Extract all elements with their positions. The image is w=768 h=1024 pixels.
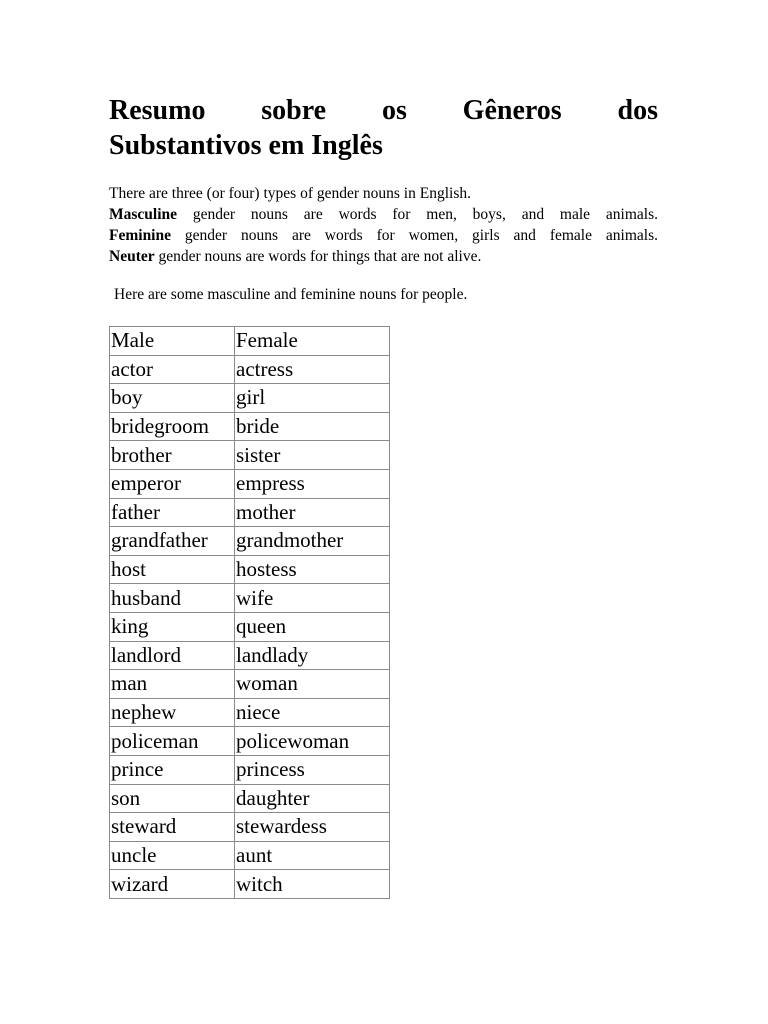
table-row	[110, 612, 390, 641]
title-word: dos	[617, 95, 658, 126]
feminine-definition	[109, 225, 658, 246]
male-noun-cell: actor	[110, 355, 235, 384]
male-noun-cell: landlord	[110, 641, 235, 670]
male-noun-cell: brother	[110, 441, 235, 470]
intro-sentence: There are three (or four) types of gender nouns in English.	[109, 185, 471, 202]
female-noun-cell: policewoman	[235, 727, 390, 756]
female-noun-cell: daughter	[235, 784, 390, 813]
intro-paragraph	[109, 183, 658, 267]
neuter-term: Neuter	[109, 248, 155, 265]
table-header-row	[110, 327, 390, 356]
female-noun-cell: hostess	[235, 555, 390, 584]
neuter-text: gender nouns are words for things that are not alive.	[154, 248, 482, 265]
table-row	[110, 755, 390, 784]
masculine-text: gender nouns are words for men, boys, and male animals.	[177, 206, 658, 223]
female-noun-cell: aunt	[235, 841, 390, 870]
header-male: Male	[110, 327, 235, 356]
male-noun-cell: bridegroom	[110, 412, 235, 441]
female-noun-cell: princess	[235, 755, 390, 784]
female-noun-cell: actress	[235, 355, 390, 384]
female-noun-cell: landlady	[235, 641, 390, 670]
male-noun-cell: policeman	[110, 727, 235, 756]
male-noun-cell: boy	[110, 384, 235, 413]
table-row	[110, 841, 390, 870]
table-row	[110, 641, 390, 670]
male-noun-cell: steward	[110, 813, 235, 842]
female-noun-cell: woman	[235, 670, 390, 699]
male-noun-cell: emperor	[110, 469, 235, 498]
title-word: os	[381, 95, 407, 126]
female-noun-cell: stewardess	[235, 813, 390, 842]
table-row	[110, 698, 390, 727]
table-row	[110, 584, 390, 613]
table-lead-text: Here are some masculine and feminine nouns for people.	[114, 286, 468, 303]
table-row	[110, 813, 390, 842]
table-row	[110, 355, 390, 384]
female-noun-cell: mother	[235, 498, 390, 527]
female-noun-cell: empress	[235, 469, 390, 498]
feminine-term: Feminine	[109, 227, 171, 244]
male-noun-cell: grandfather	[110, 527, 235, 556]
feminine-text: gender nouns are words for women, girls and female animals.	[171, 227, 658, 244]
table-row	[110, 670, 390, 699]
table-row	[110, 469, 390, 498]
male-noun-cell: wizard	[110, 870, 235, 899]
table-row	[110, 784, 390, 813]
gender-nouns-table	[109, 326, 390, 899]
male-noun-cell: nephew	[110, 698, 235, 727]
table-row	[110, 727, 390, 756]
female-noun-cell: sister	[235, 441, 390, 470]
table-row	[110, 527, 390, 556]
male-noun-cell: father	[110, 498, 235, 527]
male-noun-cell: king	[110, 612, 235, 641]
title-word: sobre	[261, 95, 327, 126]
title-word: Resumo	[109, 95, 206, 126]
male-noun-cell: son	[110, 784, 235, 813]
female-noun-cell: girl	[235, 384, 390, 413]
table-row	[110, 412, 390, 441]
female-noun-cell: wife	[235, 584, 390, 613]
header-female: Female	[235, 327, 390, 356]
male-noun-cell: host	[110, 555, 235, 584]
male-noun-cell: uncle	[110, 841, 235, 870]
table-row	[110, 555, 390, 584]
title-word: Gêneros	[462, 95, 562, 126]
female-noun-cell: grandmother	[235, 527, 390, 556]
table-row	[110, 870, 390, 899]
male-noun-cell: husband	[110, 584, 235, 613]
page-title	[109, 93, 658, 163]
neuter-definition	[109, 246, 658, 267]
table-row	[110, 498, 390, 527]
document-page	[109, 93, 658, 896]
female-noun-cell: niece	[235, 698, 390, 727]
male-noun-cell: man	[110, 670, 235, 699]
male-noun-cell: prince	[110, 755, 235, 784]
female-noun-cell: bride	[235, 412, 390, 441]
female-noun-cell: witch	[235, 870, 390, 899]
table-row	[110, 384, 390, 413]
table-body	[110, 327, 390, 899]
female-noun-cell: queen	[235, 612, 390, 641]
masculine-term: Masculine	[109, 206, 178, 223]
title-line-2: Substantivos em Inglês	[109, 130, 383, 161]
masculine-definition	[109, 204, 658, 225]
table-row	[110, 441, 390, 470]
title-line-1	[109, 93, 658, 128]
